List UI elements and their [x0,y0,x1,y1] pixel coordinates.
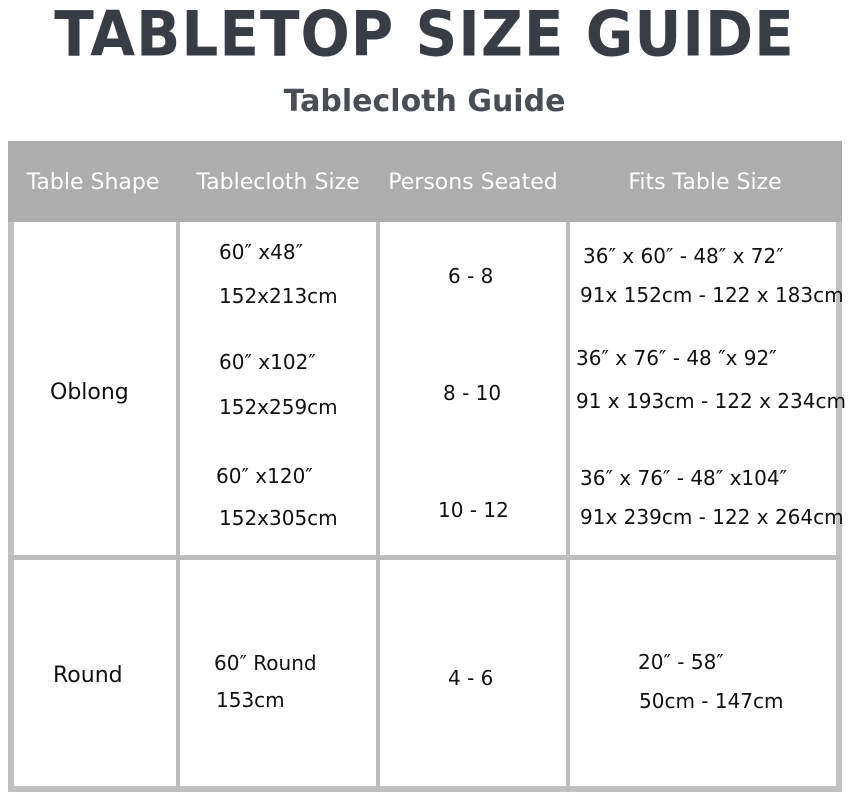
column-header-table-shape: Table Shape [26,170,160,195]
tablecloth-size-inches: 60″ x120″ [216,464,313,488]
page-subtitle: Tablecloth Guide [283,84,566,119]
column-header-persons-seated: Persons Seated [388,170,558,195]
column-header-fits-table-size: Fits Table Size [628,170,782,195]
tablecloth-size-cm: 152x213cm [219,284,338,308]
tablecloth-size-cm: 152x305cm [219,506,338,530]
table-shape-round: Round [53,663,123,688]
fits-table-size-cm: 91 x 193cm - 122 x 234cm [576,389,846,413]
fits-table-size-cm: 91x 239cm - 122 x 264cm [580,505,844,529]
persons-seated: 4 - 6 [448,666,494,690]
tablecloth-size-cm: 152x259cm [219,395,338,419]
page-title: TABLETOP SIZE GUIDE [54,0,795,71]
persons-seated: 6 - 8 [448,264,494,288]
persons-seated: 10 - 12 [438,498,509,522]
fits-table-size-inches: 36″ x 76″ - 48 ″x 92″ [576,346,777,370]
tablecloth-size-inches: 60″ Round [214,651,317,675]
fits-table-size-cm: 91x 152cm - 122 x 183cm [580,283,844,307]
table-shape-oblong: Oblong [50,380,129,405]
row-divider [8,555,842,560]
column-divider [566,222,570,792]
column-header-tablecloth-size: Tablecloth Size [196,170,360,195]
persons-seated: 8 - 10 [443,381,502,405]
fits-table-size-inches: 36″ x 76″ - 48″ x104″ [580,466,788,490]
column-divider [176,222,180,792]
tablecloth-size-inches: 60″ x102″ [219,350,316,374]
column-divider [376,222,380,792]
fits-table-size-cm: 50cm - 147cm [639,689,784,713]
tablecloth-size-cm: 153cm [216,688,285,712]
tablecloth-size-inches: 60″ x48″ [219,240,304,264]
fits-table-size-inches: 36″ x 60″ - 48″ x 72″ [583,244,784,268]
fits-table-size-inches: 20″ - 58″ [638,650,724,674]
